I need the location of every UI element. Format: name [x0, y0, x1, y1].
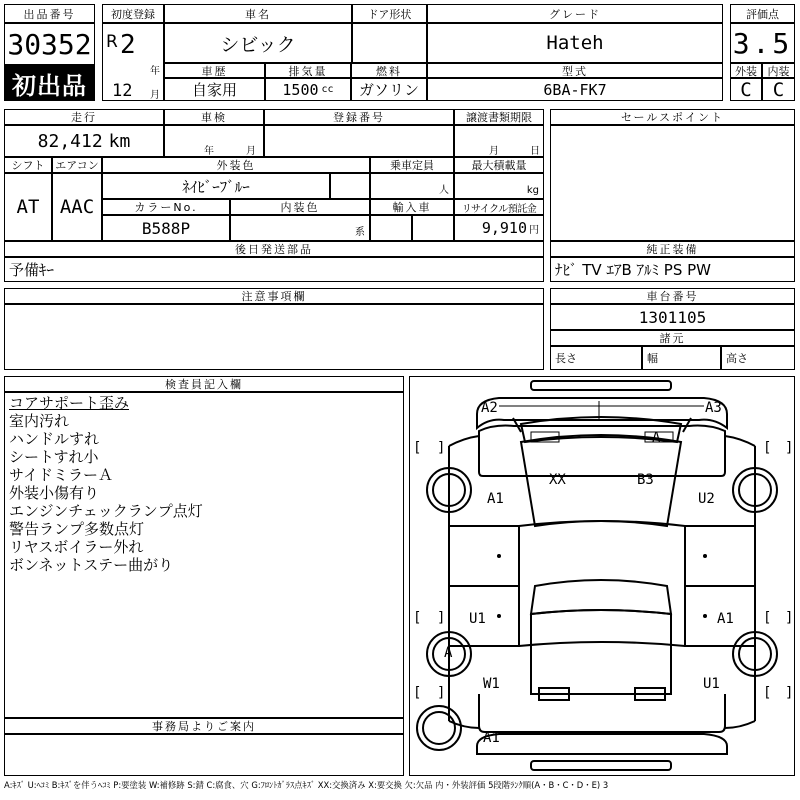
inspector-notes-label: 検査員記入欄 [4, 376, 404, 392]
damage-left-rear-wheel: A [444, 645, 453, 661]
note-item: ボンネットステー曲がり [9, 556, 174, 574]
history-label: 車歴 [164, 63, 265, 78]
max-load-label: 最大積載量 [454, 157, 544, 173]
height-label: 高さ [721, 346, 795, 370]
note-item: シートすれ小 [9, 448, 99, 466]
damage-right-fender: U2 [698, 491, 715, 507]
office-notice-label: 事務局よりご案内 [4, 718, 404, 734]
capacity-label: 乗車定員 [370, 157, 454, 173]
document-day-unit: 日 [530, 146, 540, 157]
damage-windshield: A [652, 430, 661, 446]
bracket-right: ] [785, 685, 794, 701]
note-item: コアサポート歪み [9, 394, 130, 412]
exterior-color-label: 外装色 [102, 157, 370, 173]
exterior-grade: C [730, 78, 762, 101]
month-unit: 月 [150, 90, 160, 101]
document-month-unit: 月 [489, 146, 499, 157]
era-letter: R [106, 32, 118, 52]
inspection-month-unit: 月 [246, 146, 256, 157]
color-number: B588P [102, 215, 230, 241]
note-item: エンジンチェックランプ点灯 [9, 502, 203, 520]
interior-label: 内装 [762, 63, 795, 78]
aircon-label: エアコン [52, 157, 102, 173]
bracket-left: [ [763, 685, 772, 701]
mileage: 82,412 km [4, 125, 164, 157]
note-item: リヤスボイラー外れ [9, 538, 144, 556]
grade: Hateh [427, 23, 723, 63]
door-type [352, 23, 427, 63]
interior-grade: C [762, 78, 795, 101]
damage-front-left: A2 [481, 400, 498, 416]
standard-equipment: ﾅﾋﾞ TV ｴｱB ｱﾙﾐ PS PW [550, 257, 795, 282]
displacement: 1500 cc [265, 78, 351, 101]
later-parts: 予備ｷｰ [4, 257, 544, 282]
grade-label: グレード [427, 4, 723, 23]
import-label: 輸入車 [370, 199, 454, 215]
fuel: ガソリン [351, 78, 427, 101]
note-item: 室内汚れ [9, 412, 70, 430]
damage-legend: A:ｷｽﾞ U:ﾍｺﾐ B:ｷｽﾞを伴うﾍｺﾐ P:要塗装 W:補修跡 S:錆 C:腐食、穴 G:ﾌﾛﾝﾄｶﾞﾗｽ点ｷｽﾞ XX:交換済み X:要交換 欠:欠品 内・外装評価 5段階ﾗﾝｸ順(A・B・C・D・E) 3 [4, 780, 609, 790]
car-name-label: 車名 [164, 4, 352, 23]
registration-year: 2 [120, 30, 136, 60]
car-name: シビック [164, 23, 352, 63]
car-diagram [409, 376, 795, 776]
damage-left-rear-door: U1 [469, 611, 486, 627]
displacement-label: 排気量 [265, 63, 351, 78]
color-number-label: カラーNo. [102, 199, 230, 215]
damage-hood-left: XX [549, 472, 566, 488]
damage-front-right: A3 [705, 400, 722, 416]
damage-left-fender: A1 [487, 491, 504, 507]
bracket-right: ] [785, 440, 794, 456]
first-listing-badge: 初出品 [4, 65, 95, 101]
office-notice [4, 734, 404, 776]
history: 自家用 [164, 78, 265, 101]
note-item: 外装小傷有り [9, 484, 100, 502]
damage-right-quarter: U1 [703, 676, 720, 692]
sales-point-label: セールスポイント [550, 109, 795, 125]
inspection-label: 車検 [164, 109, 264, 125]
max-load: kg [454, 173, 544, 199]
recycle-deposit: 9,910 円 [454, 215, 544, 241]
first-registration-label: 初度登録 [102, 4, 164, 23]
damage-left-quarter: W1 [483, 676, 500, 692]
note-item: サイドミラーＡ [9, 466, 113, 484]
shift-label: シフト [4, 157, 52, 173]
exterior-color-extra [330, 173, 370, 199]
note-item: ハンドルすれ [9, 430, 100, 448]
specs-label: 諸元 [550, 330, 795, 346]
model-code: 6BA-FK7 [427, 78, 723, 101]
score-label: 評価点 [730, 4, 795, 23]
lot-number-label: 出品番号 [4, 4, 95, 23]
damage-rear-bumper: A1 [483, 730, 500, 746]
sales-point [550, 125, 795, 241]
registration-number [264, 125, 454, 157]
aircon: AAC [52, 173, 102, 241]
overall-score: 3.5 [730, 23, 795, 63]
recycle-deposit-label: リサイクル預託金 [454, 199, 544, 215]
import-yes [370, 215, 412, 241]
bracket-left: [ [413, 440, 422, 456]
bracket-right: ] [437, 685, 446, 701]
exterior-label: 外装 [730, 63, 762, 78]
bracket-left: [ [763, 610, 772, 626]
note-item: 警告ランプ多数点灯 [9, 520, 145, 538]
registration-month: 12 [112, 81, 133, 101]
fuel-label: 燃料 [351, 63, 427, 78]
year-unit: 年 [150, 66, 160, 77]
standard-equipment-label: 純正装備 [550, 241, 795, 257]
chassis-number-label: 車台番号 [550, 288, 795, 304]
caution-notes [4, 304, 544, 370]
shift: AT [4, 173, 52, 241]
caution-label: 注意事項欄 [4, 288, 544, 304]
bracket-right: ] [437, 610, 446, 626]
bracket-left: [ [763, 440, 772, 456]
length-label: 長さ [550, 346, 642, 370]
capacity: 人 [370, 173, 454, 199]
bracket-right: ] [437, 440, 446, 456]
bracket-right: ] [785, 610, 794, 626]
exterior-color: ﾈｲﾋﾞｰﾌﾞﾙｰ [102, 173, 330, 199]
inspector-notes [9, 394, 203, 574]
document-deadline-label: 譲渡書類期限 [454, 109, 544, 125]
width-label: 幅 [642, 346, 721, 370]
inspection-year-unit: 年 [204, 146, 214, 157]
chassis-number: 1301105 [550, 304, 795, 330]
import-no [412, 215, 454, 241]
interior-color: 系 [230, 215, 370, 241]
lot-number: 30352 [4, 23, 95, 65]
registration-number-label: 登録番号 [264, 109, 454, 125]
later-parts-label: 後日発送部品 [4, 241, 544, 257]
model-label: 型式 [427, 63, 723, 78]
door-type-label: ドア形状 [352, 4, 427, 23]
bracket-left: [ [413, 610, 422, 626]
bracket-left: [ [413, 685, 422, 701]
damage-right-rear-door: A1 [717, 611, 734, 627]
mileage-label: 走行 [4, 109, 164, 125]
interior-color-label: 内装色 [230, 199, 370, 215]
damage-hood-right: B3 [637, 472, 654, 488]
